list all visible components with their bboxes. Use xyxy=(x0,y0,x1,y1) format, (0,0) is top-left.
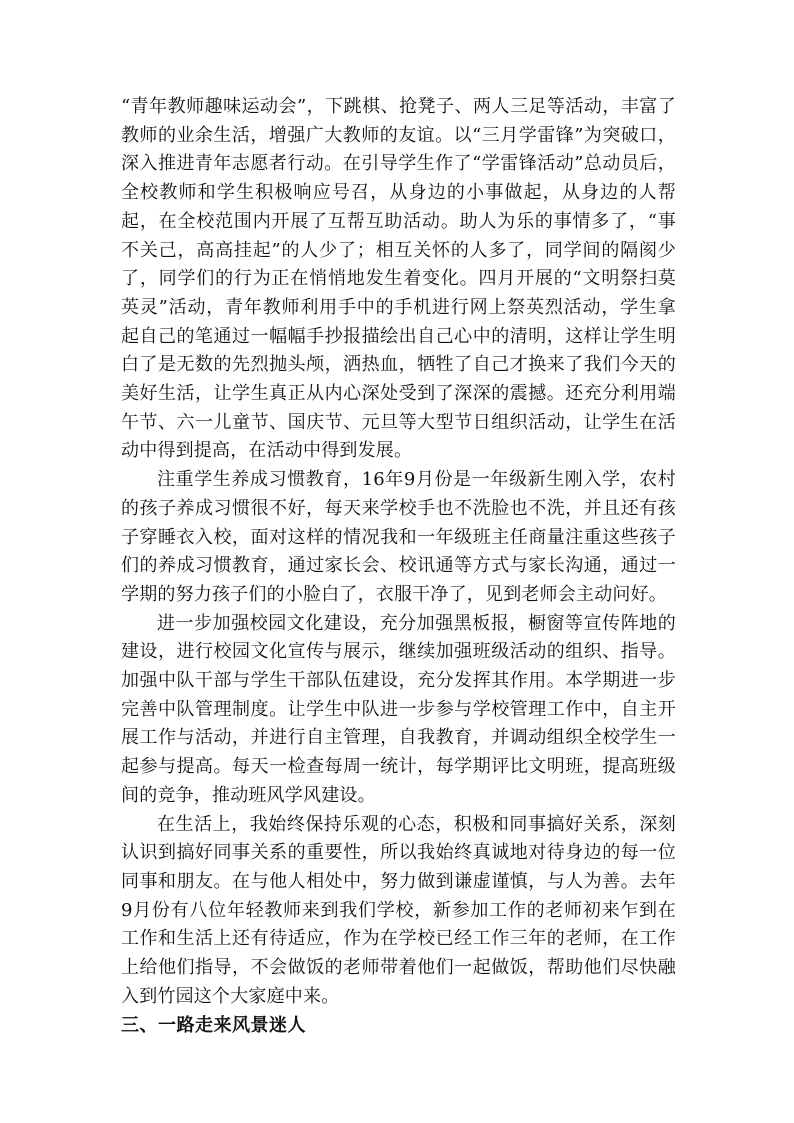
section-heading: 三、一路走来风景迷人 xyxy=(121,1014,306,1036)
paragraph-activities: “青年教师趣味运动会”，下跳棋、抢凳子、两人三足等活动，丰富了教师的业余生活，增强广大教师的友谊。以“三月学雷锋”为突破口，深入推进青年志愿者行动。在引导学生作了“学雷锋活动”总动员后，全校教师和学生积极响应号召，从身边的小事做起，从身边的人帮起，在全校范围内开展了互帮互助活动。助人为乐的事情多了，“事不关己，高高挂起”的人少了；相互关怀的人多了，同学间的隔阂少了，同学们的行为正在悄悄地发生着变化。四月开展的“文明祭扫莫英灵”活动，青年教师利用手中的手机进行网上祭英烈活动，学生拿起自己的笔通过一幅幅手抄报描绘出自己心中的清明，这样让学生明白了是无数的先烈抛头颅，洒热血，牺牲了自己才换来了我们今天的美好生活，让学生真正从内心深处受到了深深的震撼。还充分利用端午节、六一儿童节、国庆节、元旦等大型节日组织活动，让学生在活动中得到提高，在活动中得到发展。 xyxy=(121,96,676,462)
document-body xyxy=(121,93,676,1040)
paragraph-campus-culture: 进一步加强校园文化建设，充分加强黑板报，橱窗等宣传阵地的建设，进行校园文化宣传与展示，继续加强班级活动的组织、指导。加强中队干部与学生干部队伍建设，充分发挥其作用。本学期进一步完善中队管理制度。让学生中队进一步参与学校管理工作中，自主开展工作与活动，并进行自主管理，自我教育，并调动组织全校学生一起参与提高。每天一检查每周一统计，每学期评比文明班，提高班级间的竞争，推动班风学风建设。 xyxy=(121,612,676,806)
paragraph-habit-education: 注重学生养成习惯教育，16年9月份是一年级新生刚入学，农村的孩子养成习惯很不好，每天来学校手也不洗脸也不洗，并且还有孩子穿睡衣入校，面对这样的情况我和一年级班主任商量注重这些孩子们的养成习惯教育，通过家长会、校讯通等方式与家长沟通，通过一学期的努力孩子们的小脸白了，衣服干净了，见到老师会主动问好。 xyxy=(121,469,676,605)
paragraph-life: 在生活上，我始终保持乐观的心态，积极和同事搞好关系，深刻认识到搞好同事关系的重要性，所以我始终真诚地对待身边的每一位同事和朋友。在与他人相处中，努力做到谦虚谨慎，与人为善。去年9月份有八位年轻教师来到我们学校，新参加工作的老师初来乍到在工作和生活上还有待适应，作为在学校已经工作三年的老师，在工作上给他们指导，不会做饭的老师带着他们一起做饭，帮助他们尽快融入到竹园这个大家庭中来。 xyxy=(121,813,676,1007)
